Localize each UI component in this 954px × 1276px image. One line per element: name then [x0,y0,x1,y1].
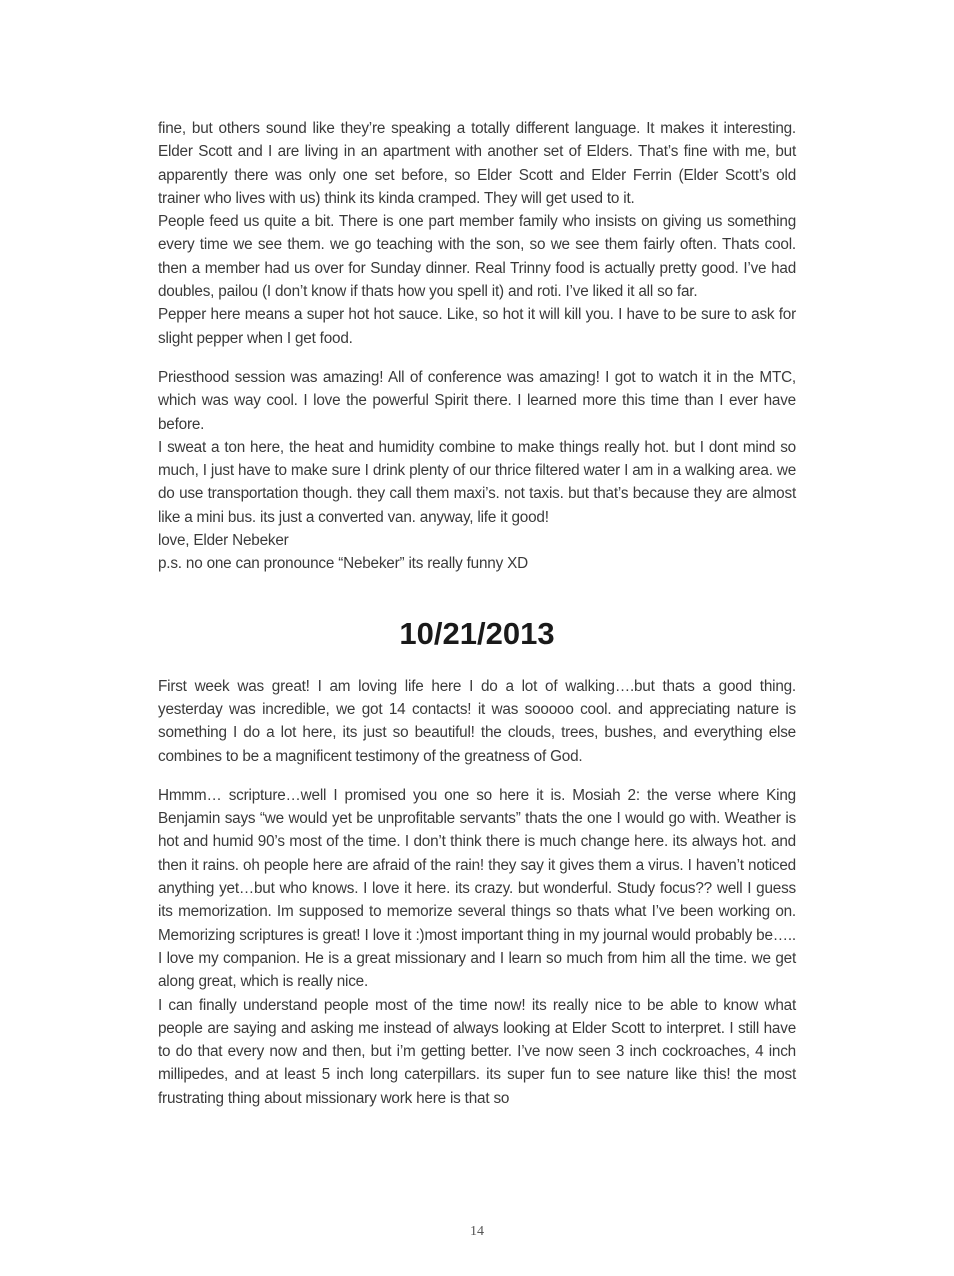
date-heading: 10/21/2013 [399,615,555,651]
heading-gap [158,652,796,675]
paragraph: Priesthood session was amazing! All of conference was amazing! I got to watch it in the MTC, which was way cool. I love the powerful Spirit there. I learned more this time than I ever have before. [158,368,796,433]
page-number: 14 [470,1224,484,1239]
heading-gap [158,576,796,616]
paragraph: People feed us quite a bit. There is one part member family who insists on giving us something every time we see them. we go teaching with the son, so we see them fairly often. Thats cool. then a member had us over for Sunday dinner. Real Trinny food is actually pretty good. I’ve had doubles, pailou (I don’t know if thats how you spell it) and roti. I’ve liked it all so far. [158,213,796,301]
paragraph: First week was great! I am loving life here I do a lot of walking….but thats a good thing. yesterday was incredible, we got 14 contacts! it was sooooo cool. and appreciating nature is something I do a lot here, its just so beautiful! the clouds, trees, bushes, and everything else combines to be a magnificent testimony of the greatness of God. [158,677,796,765]
paragraph: Pepper here means a super hot hot sauce. Like, so hot it will kill you. I have to be sure to ask for slight pepper when I get food. [158,306,796,347]
paragraph: Hmmm… scripture…well I promised you one so here it is. Mosiah 2: the verse where King Benjamin says “we would yet be unprofitable servants” thats the one I would go with. Weather is hot and humid 90’s most of the time. I don’t think there is much change here. its always hot. and then it rains. oh people here are afraid of the rain! they say it gives them a virus. I haven’t noticed anything yet…but who knows. I love it here. its crazy. but wonderful. Study focus?? well I guess its memorization. Im supposed to memorize several things so thats what I’ve been working on. Memorizing scriptures is great! I love it :)most important thing in my journal would probably be….. I love my companion. He is a great missionary and I learn so much from him all the time. we get along great, which is really nice. [158,786,796,991]
paragraph-gap [158,350,796,366]
page-body [158,117,796,1110]
paragraph: I can finally understand people most of the time now! its really nice to be able to know what people are saying and asking me instead of always looking at Elder Scott to interpret. I still have to do that every now and then, but i’m getting better. I’ve now seen 3 inch cockroaches, 4 inch millipedes, and at least 5 inch long caterpillars. its super fun to see nature like this! the most frustrating thing about missionary work here is that so [158,996,796,1107]
signature-line: love, Elder Nebeker [158,532,289,550]
paragraph: fine, but others sound like they’re speaking a totally different language. It makes it interesting. Elder Scott and I are living in an apartment with another set of Elders. That’s fine with me, but apparently there was only one set before, so Elder Scott and Elder Ferrin (Elder Scott’s old trainer who lives with us) think its kinda cramped. They will get used to it. [158,120,796,207]
paragraph-gap [158,768,796,784]
paragraph: I sweat a ton here, the heat and humidity combine to make things really hot. but I dont mind so much, I just have to make sure I drink plenty of our thrice filtered water I am in a walking area. we do use transportation though. they call them maxi’s. not taxis. but that’s because they are almost like a mini bus. its just a converted van. anyway, life it good! [158,438,796,526]
postscript: p.s. no one can pronounce “Nebeker” its really funny XD [158,555,528,573]
